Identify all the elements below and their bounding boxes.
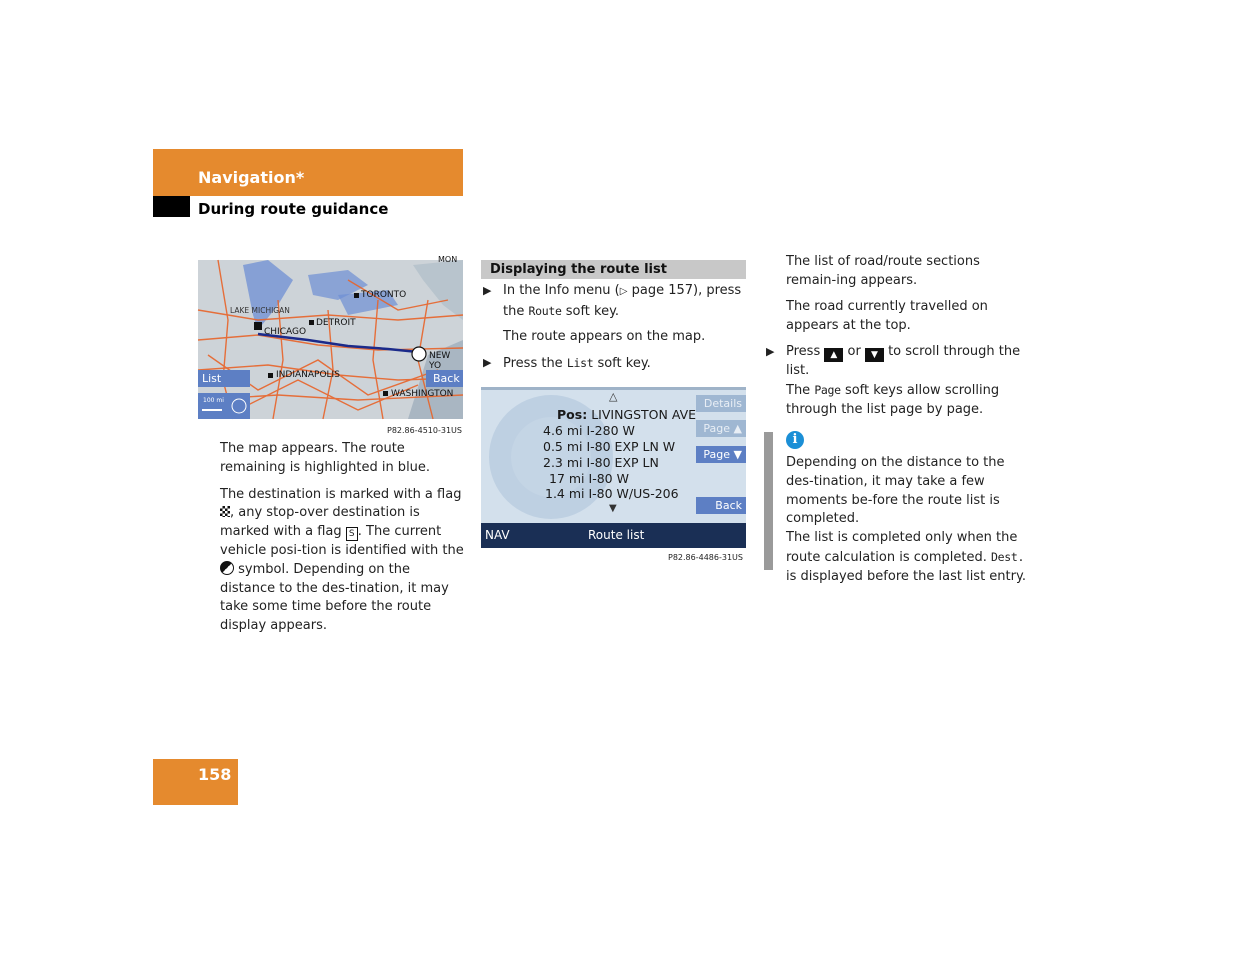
text: symbol. Depending on the distance to the des-tination, it may take some time before the route display appears. (220, 561, 449, 634)
route-softkey-label: Route (528, 303, 562, 318)
section-title: Navigation* (198, 168, 305, 187)
text: . The current vehicle posi-tion is identified with the (220, 524, 464, 558)
step-2 (483, 354, 748, 374)
vehicle-position-icon (220, 561, 234, 575)
subsection-title: During route guidance (198, 200, 389, 218)
page-down-button[interactable]: Page ▼ (696, 446, 746, 463)
note-paragraph (786, 529, 1034, 586)
pos-label: Pos: (557, 407, 588, 422)
text: In the Info menu ( (503, 283, 620, 298)
map-scale: 100 mi (203, 397, 224, 404)
map-label-montreal: MON (438, 255, 458, 264)
text: soft key. (561, 303, 620, 319)
map-label-new-york: NEW YO (429, 351, 451, 371)
back-softkey[interactable]: Back (433, 372, 460, 385)
paragraph: The map appears. The route remaining is highlighted in blue. (220, 441, 431, 475)
page-up-button[interactable]: Page ▲ (696, 420, 746, 437)
text: The destination is marked with a flag (220, 486, 462, 502)
map-label-chicago: CHICAGO (264, 327, 307, 337)
status-bar (481, 523, 746, 548)
note-paragraph: Depending on the distance to the des-tination, it may take a few moments be-fore the route list is completed. (786, 455, 1005, 527)
text: Press the (503, 356, 567, 371)
map-label-detroit: DETROIT (316, 318, 356, 328)
stopover-flag-icon: S (346, 527, 358, 541)
text: The list is completed only when the route calculation is completed. (786, 530, 1018, 565)
down-key-icon: ▼ (865, 348, 884, 362)
map-description (220, 440, 465, 636)
note-text (786, 454, 1034, 587)
current-position (557, 407, 696, 422)
text: soft keys allow scrolling through the list page by page. (786, 382, 1000, 417)
dest-label: Dest. (990, 549, 1025, 564)
text: to scroll through the list. (786, 344, 1021, 378)
list-softkey-label: List (566, 356, 594, 370)
subtitle-marker (153, 196, 190, 217)
step-1 (483, 282, 748, 322)
map-label-indianapolis: INDIANAPOLIS (276, 370, 340, 380)
map-screenshot (198, 255, 463, 419)
scroll-down-arrow-icon[interactable]: ▼ (609, 503, 617, 514)
list-item[interactable]: 4.6 mi I-280 W (543, 423, 635, 438)
bullet-arrow-icon: ▶ (483, 284, 492, 297)
text: is displayed before the last list entry. (786, 568, 1026, 584)
text: Press (786, 344, 825, 359)
destination-flag-icon (220, 506, 230, 517)
up-key-icon: ▲ (824, 348, 843, 362)
step-scroll (766, 343, 1034, 419)
map-caption: P82.86-4510-31US (387, 426, 462, 435)
section-heading: Displaying the route list (481, 260, 746, 279)
details-button[interactable]: Details (696, 395, 746, 412)
text: page 157), press the (503, 283, 742, 319)
text: , any stop-over destination is marked with a flag (220, 505, 420, 540)
info-icon: i (786, 431, 804, 449)
route-list-caption: P82.86-4486-31US (668, 553, 743, 562)
screen-title: Route list (588, 528, 645, 542)
route-list-screenshot (481, 387, 746, 548)
map-label-washington: WASHINGTON (391, 389, 454, 399)
pos-value: LIVINGSTON AVE (591, 407, 697, 422)
bullet-arrow-icon: ▶ (766, 345, 775, 358)
scroll-up-arrow-icon[interactable]: △ (609, 390, 618, 403)
page-ref-arrow-icon: ▷ (619, 286, 628, 297)
bullet-arrow-icon: ▶ (483, 356, 492, 369)
text: soft key. (593, 356, 651, 371)
nav-label: NAV (485, 528, 510, 542)
map-label-toronto: TORONTO (361, 290, 407, 300)
page-softkey-label: Page (814, 382, 841, 397)
map-label-lake-michigan: LAKE MICHIGAN (230, 306, 290, 315)
list-item[interactable]: 0.5 mi I-80 EXP LN W (543, 439, 676, 454)
text: or (843, 344, 865, 359)
page-number: 158 (198, 765, 232, 784)
col3-p2: The road currently travelled on appears at the top. (786, 299, 988, 333)
list-item[interactable]: 2.3 mi I-80 EXP LN (543, 455, 659, 470)
note-bar (764, 432, 773, 570)
list-softkey[interactable]: List (202, 372, 222, 385)
result-1: The route appears on the map. (503, 329, 706, 344)
list-item[interactable]: 1.4 mi I-80 W/US-206 (545, 486, 679, 501)
back-button[interactable]: Back (696, 497, 746, 514)
text: The (786, 382, 815, 398)
col3-p1: The list of road/route sections remain-ing appears. (786, 254, 980, 288)
paragraph (220, 486, 465, 636)
list-item[interactable]: 17 mi I-80 W (549, 471, 629, 486)
